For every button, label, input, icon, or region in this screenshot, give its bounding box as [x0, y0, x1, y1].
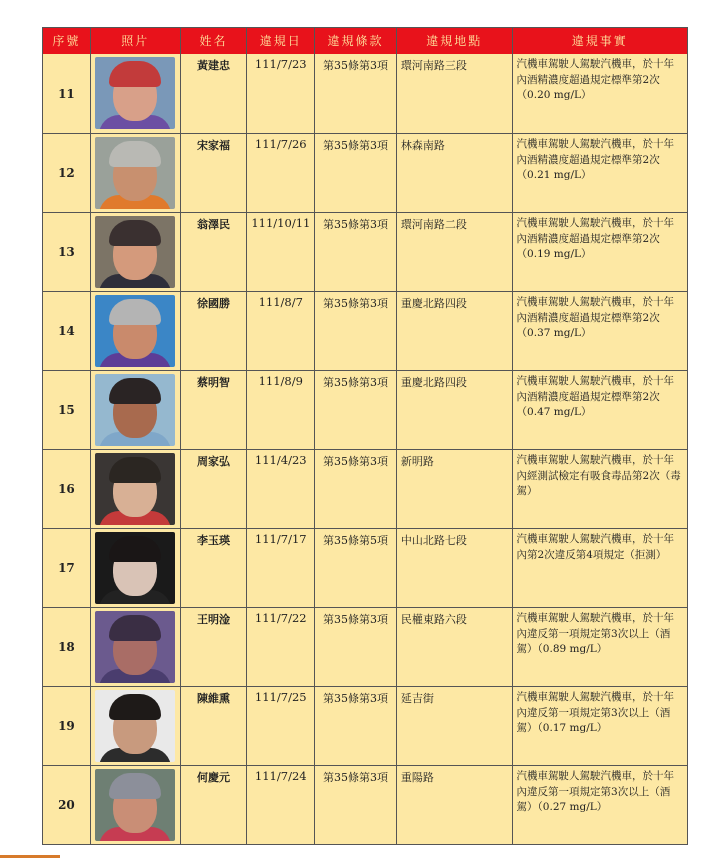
- photo-cell: [90, 766, 180, 844]
- violation-date: 111/7/17: [246, 529, 314, 607]
- photo-hair: [109, 457, 161, 483]
- header-no: 序號: [52, 34, 81, 48]
- person-photo: [95, 769, 175, 841]
- violation-law: 第35條第3項: [314, 608, 396, 686]
- person-photo: [95, 137, 175, 209]
- row-number: 18: [58, 640, 75, 654]
- table-row: [43, 54, 687, 133]
- header-location: 違規地點: [396, 28, 512, 54]
- violation-law: 第35條第3項: [314, 213, 396, 291]
- violation-location: 環河南路三段: [396, 54, 512, 133]
- table-row: [43, 449, 687, 528]
- violation-law: 第35條第5項: [314, 529, 396, 607]
- person-photo: [95, 295, 175, 367]
- photo-cell: [90, 54, 180, 133]
- row-number: 13: [58, 245, 75, 259]
- violations-table: [42, 27, 688, 845]
- photo-hair: [109, 141, 161, 167]
- violation-law: 第35條第3項: [314, 292, 396, 370]
- row-number: 15: [58, 403, 75, 417]
- violation-location: 延吉街: [396, 687, 512, 765]
- violation-date: 111/8/9: [246, 371, 314, 449]
- photo-hair: [109, 536, 161, 562]
- violation-description: 汽機車駕駛人駕駛汽機車，於十年內第2次違反第4項規定（拒測）: [512, 529, 687, 607]
- person-photo: [95, 532, 175, 604]
- violation-location: 重慶北路四段: [396, 292, 512, 370]
- violation-location: 環河南路二段: [396, 213, 512, 291]
- violation-location: 中山北路七段: [396, 529, 512, 607]
- table-header: [43, 28, 687, 54]
- violation-location: 林森南路: [396, 134, 512, 212]
- person-name: 陳維熏: [180, 687, 247, 765]
- violation-description: 汽機車駕駛人駕駛汽機車，於十年內酒精濃度超過規定標準第2次（0.37 mg/L）: [512, 292, 687, 370]
- photo-cell: [90, 292, 180, 370]
- violation-law: 第35條第3項: [314, 371, 396, 449]
- person-name: 黃建忠: [180, 54, 247, 133]
- photo-cell: [90, 687, 180, 765]
- violation-location: 重慶北路四段: [396, 371, 512, 449]
- person-name: 翁澤民: [180, 213, 247, 291]
- violation-description: 汽機車駕駛人駕駛汽機車，於十年內違反第一項規定第3次以上（酒駕）（0.27 mg/L）: [512, 766, 687, 844]
- violation-location: 新明路: [396, 450, 512, 528]
- violation-law: 第35條第3項: [314, 450, 396, 528]
- photo-cell: [90, 529, 180, 607]
- violation-date: 111/7/26: [246, 134, 314, 212]
- photo-cell: [90, 450, 180, 528]
- person-name: 何慶元: [180, 766, 247, 844]
- person-name: 徐國勝: [180, 292, 247, 370]
- violation-date: 111/7/22: [246, 608, 314, 686]
- table-row: [43, 607, 687, 686]
- row-number: 12: [58, 166, 75, 180]
- row-number: 17: [58, 561, 75, 575]
- violation-date: 111/7/23: [246, 54, 314, 133]
- violation-description: 汽機車駕駛人駕駛汽機車，於十年內酒精濃度超過規定標準第2次（0.19 mg/L）: [512, 213, 687, 291]
- row-number: 20: [58, 798, 75, 812]
- photo-hair: [109, 773, 161, 799]
- person-name: 王明淦: [180, 608, 247, 686]
- violation-location: 民權東路六段: [396, 608, 512, 686]
- header-description: 違規事實: [512, 28, 687, 54]
- table-row: [43, 528, 687, 607]
- photo-cell: [90, 134, 180, 212]
- violation-description: 汽機車駕駛人駕駛汽機車，於十年內經測試檢定有吸食毒品第2次（毒駕）: [512, 450, 687, 528]
- photo-cell: [90, 371, 180, 449]
- person-name: 蔡明智: [180, 371, 247, 449]
- violation-description: 汽機車駕駛人駕駛汽機車，於十年內違反第一項規定第3次以上（酒駕）（0.17 mg/L）: [512, 687, 687, 765]
- photo-hair: [109, 694, 161, 720]
- person-photo: [95, 611, 175, 683]
- person-name: 宋家福: [180, 134, 247, 212]
- violation-description: 汽機車駕駛人駕駛汽機車，於十年內酒精濃度超過規定標準第2次（0.47 mg/L）: [512, 371, 687, 449]
- header-photo: 照片: [90, 28, 180, 54]
- row-number: 11: [58, 86, 75, 101]
- table-row: [43, 370, 687, 449]
- violation-date: 111/10/11: [246, 213, 314, 291]
- violation-law: 第35條第3項: [314, 687, 396, 765]
- photo-cell: [90, 213, 180, 291]
- header-law: 違規條款: [314, 28, 396, 54]
- person-photo: [95, 374, 175, 446]
- violation-location: 重陽路: [396, 766, 512, 844]
- photo-cell: [90, 608, 180, 686]
- violation-law: 第35條第3項: [314, 766, 396, 844]
- photo-hair: [109, 61, 161, 87]
- person-photo: [95, 690, 175, 762]
- person-name: 李玉瑛: [180, 529, 247, 607]
- table-row: [43, 212, 687, 291]
- header-date: 違規日: [246, 28, 314, 54]
- violation-date: 111/7/25: [246, 687, 314, 765]
- person-photo: [95, 57, 175, 129]
- photo-hair: [109, 299, 161, 325]
- table-row: [43, 765, 687, 844]
- table-row: [43, 291, 687, 370]
- header-name: 姓名: [180, 28, 247, 54]
- violation-date: 111/4/23: [246, 450, 314, 528]
- row-number: 19: [58, 719, 75, 733]
- person-name: 周家弘: [180, 450, 247, 528]
- violation-date: 111/7/24: [246, 766, 314, 844]
- photo-hair: [109, 378, 161, 404]
- violation-law: 第35條第3項: [314, 54, 396, 133]
- violation-description: 汽機車駕駛人駕駛汽機車，於十年內酒精濃度超過規定標準第2次（0.20 mg/L）: [512, 54, 687, 133]
- person-photo: [95, 453, 175, 525]
- row-number: 16: [58, 482, 75, 496]
- photo-hair: [109, 220, 161, 246]
- violation-law: 第35條第3項: [314, 134, 396, 212]
- violation-date: 111/8/7: [246, 292, 314, 370]
- person-photo: [95, 216, 175, 288]
- row-number: 14: [58, 324, 75, 338]
- violation-description: 汽機車駕駛人駕駛汽機車，於十年內違反第一項規定第3次以上（酒駕）（0.89 mg/L）: [512, 608, 687, 686]
- photo-hair: [109, 615, 161, 641]
- violation-description: 汽機車駕駛人駕駛汽機車，於十年內酒精濃度超過規定標準第2次（0.21 mg/L）: [512, 134, 687, 212]
- table-row: [43, 686, 687, 765]
- table-row: [43, 133, 687, 212]
